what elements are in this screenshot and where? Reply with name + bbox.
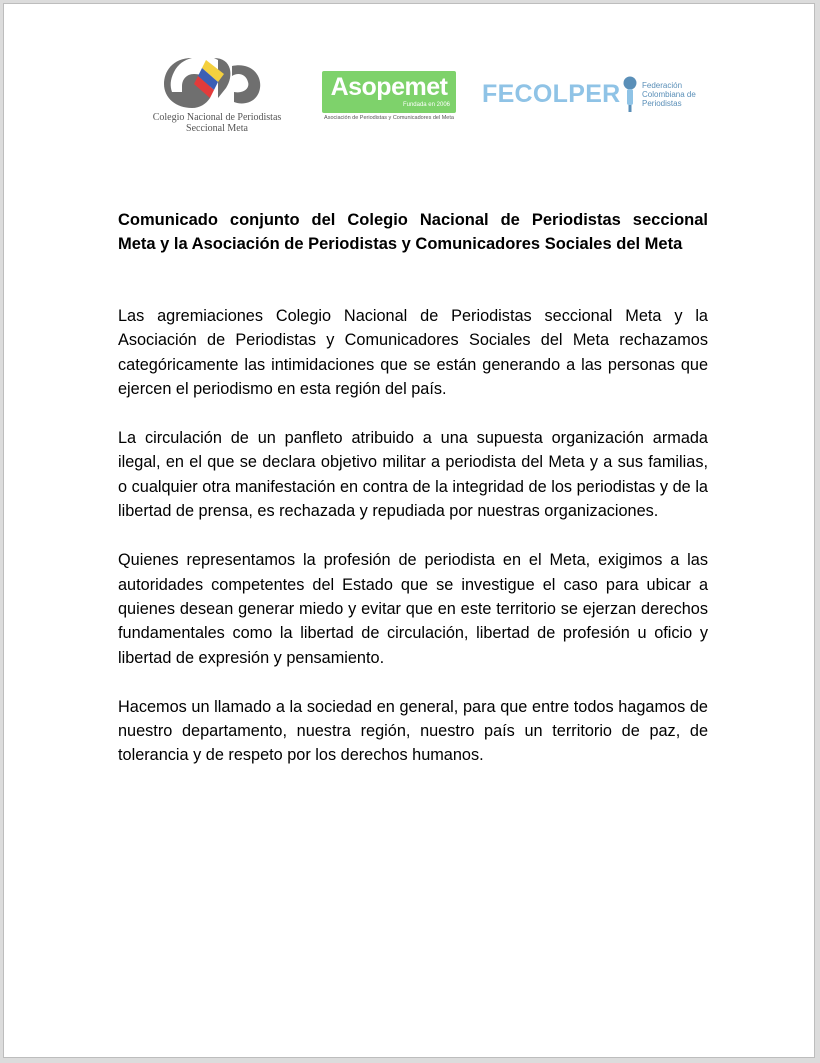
asopemet-name: Asopemet [330,73,448,101]
paragraph-2: La circulación de un panfleto atribuido a una supuesta organización armada ilegal, en el que se declara objetivo militar a periodista del Meta y a sus familias, o cualquier otra manifestación en contra de la integridad de los periodistas y de la libertad de prensa, es rechazada y repudiada por nuestras organizaciones. [118,429,708,521]
cnp-caption-line2: Seccional Meta [186,123,248,134]
fecolper-sub-line3: Periodistas [642,99,682,108]
cnp-caption-line1: Colegio Nacional de Periodistas [152,112,282,123]
fecolper-sub-line1: Federación [642,81,683,90]
document-title [118,208,708,256]
document-page [3,3,815,1058]
document-body [118,304,708,793]
asopemet-badge [322,71,456,113]
paragraph-3: Quienes representamos la profesión de periodista en el Meta, exigimos a las autoridades competentes del Estado que se investigue el caso para ubicar a quienes desean generar miedo y evitar que en este territorio se ejerzan derechos fundamentales como la libertad de circulación, libertad de profesión u oficio y libertad de expresión y pensamiento. [118,551,708,667]
paragraph-1: Las agremiaciones Colegio Nacional de Periodistas seccional Meta y la Asociación de Periodistas y Comunicadores Sociales del Meta rechazamos categóricamente las intimidaciones que se están generando a las personas que ejercen el periodismo en esta región del país. [118,307,708,398]
cnp-logo [142,52,292,132]
asopemet-founded: Fundada en 2006 [402,102,450,108]
title-line-1: Comunicado conjunto del Colegio Nacional de Periodistas seccional [118,211,708,229]
fecolper-name: FECOLPER [482,80,621,108]
fecolper-sub-line2: Colombiana de [642,90,696,99]
fecolper-logo [482,76,696,116]
title-line-2: Meta y la Asociación de Periodistas y Comunicadores Sociales del Meta [118,235,683,253]
asopemet-logo [320,71,458,126]
microphone-icon [622,76,638,114]
fecolper-subtitle [642,81,702,108]
paragraph-4: Hacemos un llamado a la sociedad en general, para que entre todos hagamos de nuestro departamento, nuestra región, nuestro país un territorio de paz, de tolerancia y de respeto por los derechos humanos. [118,697,708,765]
cnp-emblem-icon [162,52,272,112]
asopemet-subtitle: Asociación de Periodistas y Comunicadores del Meta [324,115,454,121]
